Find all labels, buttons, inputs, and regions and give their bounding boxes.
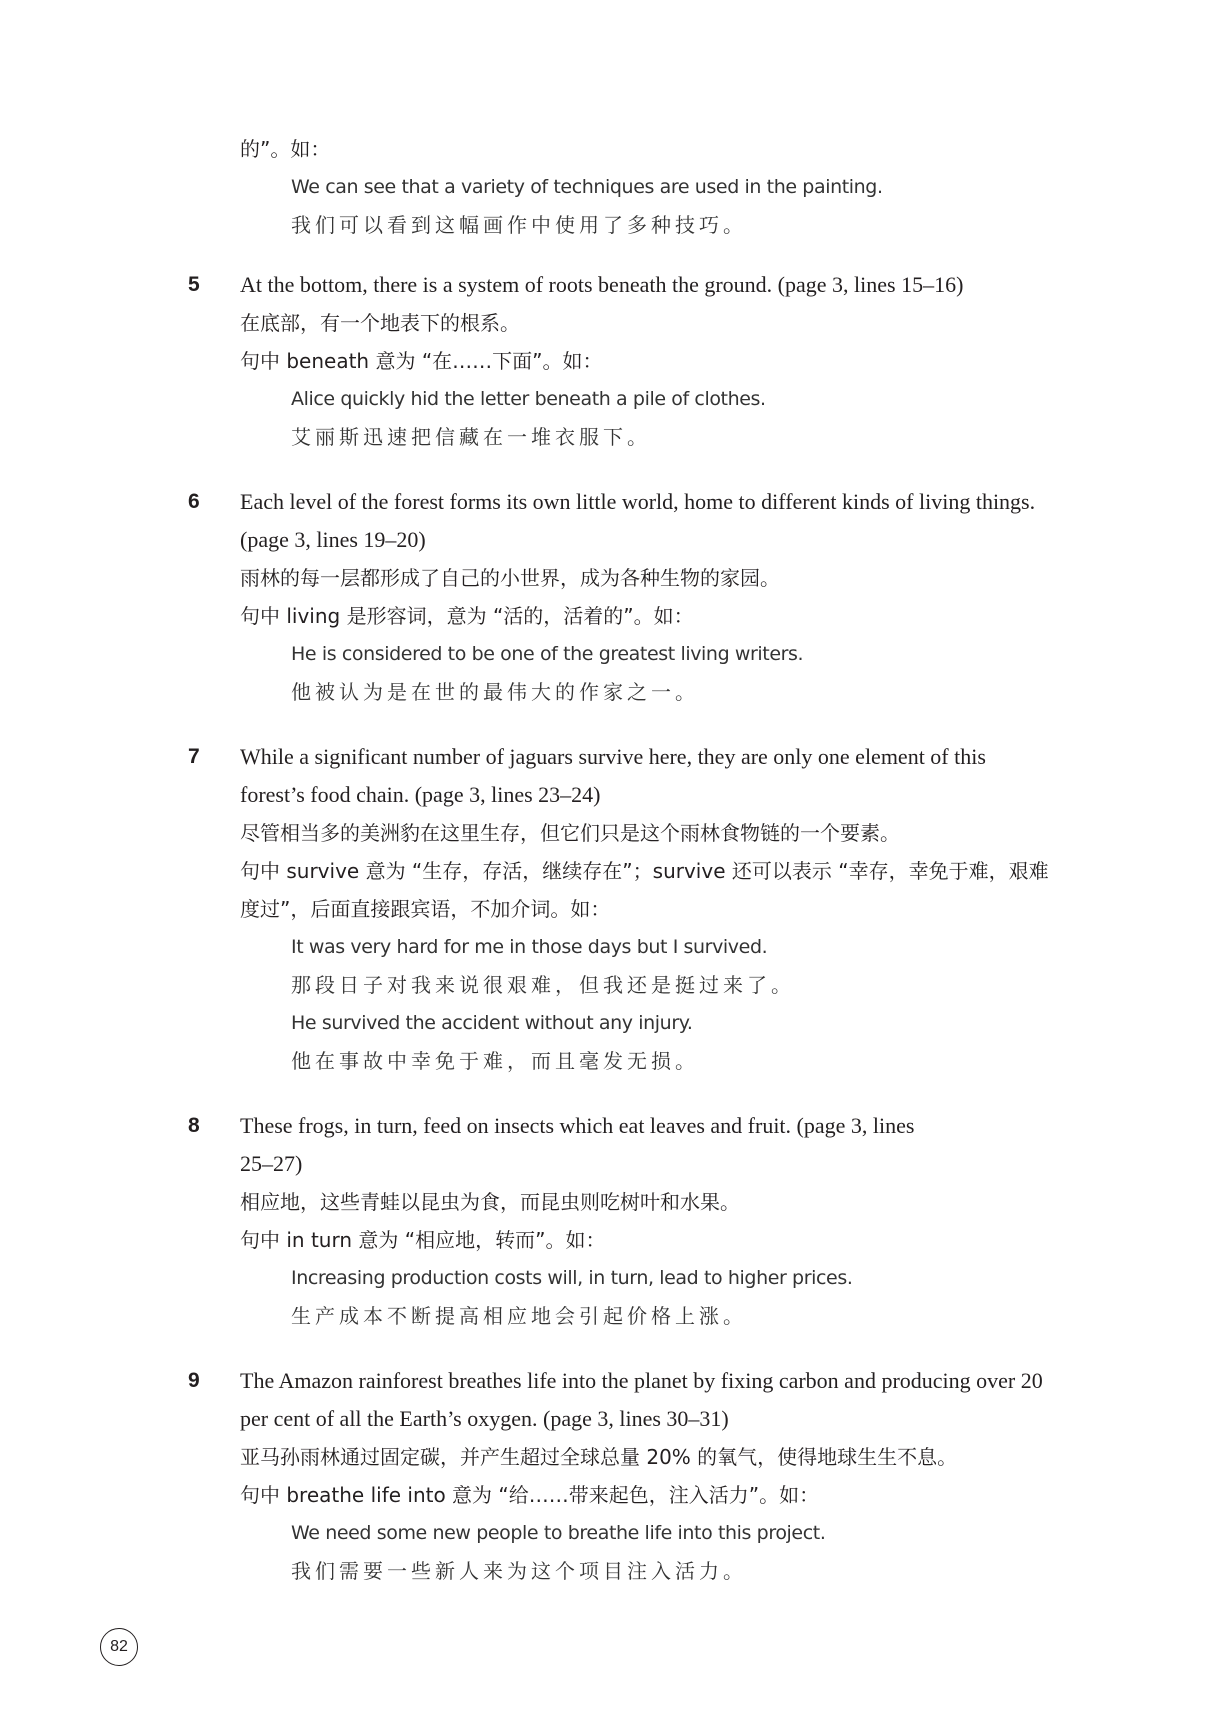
entry-list bbox=[0, 266, 1208, 1617]
example-zh: 我们需要一些新人来为这个项目注入活力。 bbox=[291, 1559, 747, 1583]
translation: 雨林的每一层都形成了自己的小世界，成为各种生物的家园。 bbox=[240, 566, 780, 590]
entry bbox=[0, 1362, 1208, 1590]
example-zh: 生产成本不断提高相应地会引起价格上涨。 bbox=[291, 1304, 747, 1328]
entry bbox=[0, 266, 1208, 456]
usage-note: 句中 survive 意为 “生存，存活，继续存在”；survive 还可以表示 “幸存，幸免于难，艰难度过”，后面直接跟宾语，不加介词。如： bbox=[240, 859, 1049, 921]
example-en: He is considered to be one of the greatest living writers. bbox=[291, 643, 804, 665]
example-zh: 那段日子对我来说很艰难，但我还是挺过来了。 bbox=[291, 973, 795, 997]
translation: 在底部，有一个地表下的根系。 bbox=[240, 311, 520, 335]
usage-note: 句中 in turn 意为 “相应地，转而”。如： bbox=[240, 1228, 606, 1252]
intro-continuation bbox=[240, 130, 1100, 244]
note-tail: 的”。如： bbox=[240, 137, 331, 161]
translation: 相应地，这些青蛙以昆虫为食，而昆虫则吃树叶和水果。 bbox=[240, 1190, 740, 1214]
translation: 尽管相当多的美洲豹在这里生存，但它们只是这个雨林食物链的一个要素。 bbox=[240, 821, 900, 845]
example-en: We need some new people to breathe life into this project. bbox=[291, 1522, 826, 1544]
source-sentence: Each level of the forest forms its own little world, home to different kinds of living things. (page 3, lines 19–20) bbox=[240, 489, 1036, 552]
source-sentence: While a significant number of jaguars survive here, they are only one element of this forest’s food chain. (page 3, lines 23–24) bbox=[240, 744, 986, 807]
entry-number: 8 bbox=[188, 1114, 200, 1137]
example-zh: 他被认为是在世的最伟大的作家之一。 bbox=[291, 680, 699, 704]
entry bbox=[0, 738, 1208, 1080]
page-number: 82 bbox=[100, 1628, 138, 1666]
translation: 亚马孙雨林通过固定碳，并产生超过全球总量 20% 的氧气，使得地球生生不息。 bbox=[240, 1445, 958, 1469]
entry-number: 7 bbox=[188, 745, 200, 768]
entry-number: 9 bbox=[188, 1369, 200, 1392]
example-zh: 他在事故中幸免于难，而且毫发无损。 bbox=[291, 1049, 699, 1073]
example-en: Increasing production costs will, in turn, lead to higher prices. bbox=[291, 1267, 853, 1289]
entry-number: 5 bbox=[188, 273, 200, 296]
entry bbox=[0, 483, 1208, 711]
example-en: It was very hard for me in those days but I survived. bbox=[291, 936, 768, 958]
entry bbox=[0, 1107, 1208, 1335]
example-en: We can see that a variety of techniques are used in the painting. bbox=[291, 176, 883, 198]
example-en: He survived the accident without any injury. bbox=[291, 1012, 693, 1034]
usage-note: 句中 beneath 意为 “在……下面”。如： bbox=[240, 349, 603, 373]
usage-note: 句中 breathe life into 意为 “给……带来起色，注入活力”。如： bbox=[240, 1483, 820, 1507]
source-sentence: The Amazon rainforest breathes life into the planet by fixing carbon and producing over 20 per cent of all the Earth’s oxygen. (page 3, lines 30–31) bbox=[240, 1368, 1043, 1431]
example-en: Alice quickly hid the letter beneath a pile of clothes. bbox=[291, 388, 766, 410]
source-sentence: At the bottom, there is a system of roots beneath the ground. (page 3, lines 15–16) bbox=[240, 272, 964, 297]
source-sentence: These frogs, in turn, feed on insects which eat leaves and fruit. (page 3, lines 25–27) bbox=[240, 1113, 915, 1176]
example-zh: 我们可以看到这幅画作中使用了多种技巧。 bbox=[291, 213, 747, 237]
usage-note: 句中 living 是形容词，意为 “活的，活着的”。如： bbox=[240, 604, 694, 628]
example-zh: 艾丽斯迅速把信藏在一堆衣服下。 bbox=[291, 425, 651, 449]
entry-number: 6 bbox=[188, 490, 200, 513]
